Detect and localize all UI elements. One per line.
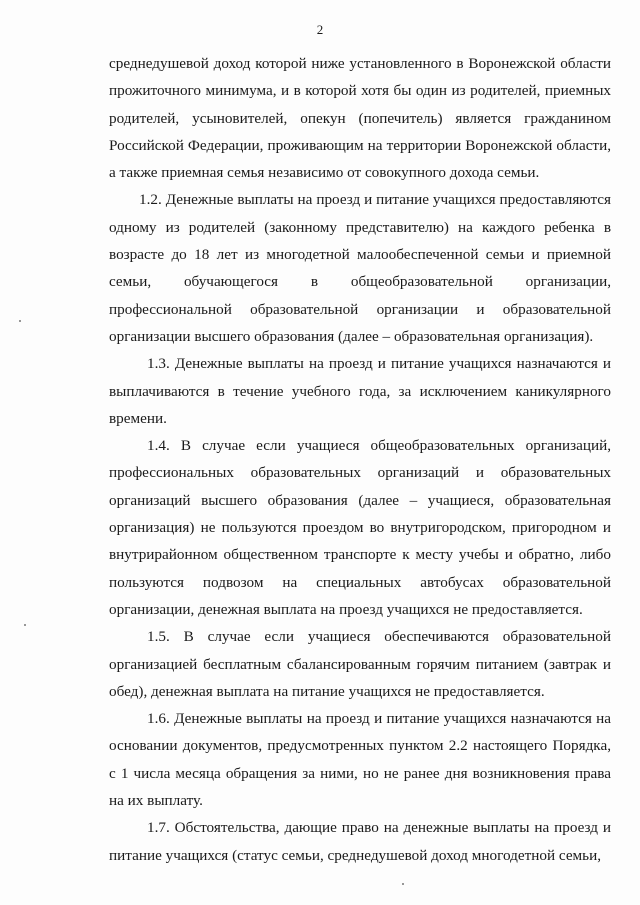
page-number: 2 [316, 22, 324, 37]
paragraph-1-7: 1.7. Обстоятельства, дающие право на денежные выплаты на проезд и питание учащихся (статус семьи, среднедушевой доход многодетной семьи, [109, 819, 611, 864]
paragraph-1-3: 1.3. Денежные выплаты на проезд и питание учащихся назначаются и выплачиваются в течение учебного года, за исключением каникулярного времени. [109, 355, 611, 427]
paragraph-continuation: среднедушевой доход которой ниже установленного в Воронежской области прожиточного минимума, и в которой хотя бы один из родителей, приемных родителей, усыновителей, опекун (попечитель) является гражданином Российской Федерации, проживающим на территории Воронежской области, а также приемная семья независимо от совокупного дохода семьи. [109, 55, 611, 182]
scan-speck [402, 883, 404, 885]
scan-speck [19, 320, 21, 322]
paragraph-1-5: 1.5. В случае если учащиеся обеспечиваются образовательной организацией бесплатным сбалансированным горячим питанием (завтрак и обед), денежная выплата на питание учащихся не предоставляется. [109, 628, 611, 700]
paragraph-1-4: 1.4. В случае если учащиеся общеобразовательных организаций, профессиональных образовательных организаций и образовательных организаций высшего образования (далее – учащиеся, образовательная организация) не пользуются проездом во внутригородском, пригородном и внутрирайонном общественном транспорте к месту учебы и обратно, либо пользуются подвозом на специальных автобусах образовательной организации, денежная выплата на проезд учащихся не предоставляется. [109, 437, 611, 618]
document-body [109, 50, 611, 869]
scan-speck [24, 624, 26, 626]
paragraph-1-6: 1.6. Денежные выплаты на проезд и питание учащихся назначаются на основании документов, предусмотренных пунктом 2.2 настоящего Порядка, с 1 числа месяца обращения за ними, но не ранее дня возникновения права на их выплату. [109, 710, 611, 810]
paragraph-1-2: 1.2. Денежные выплаты на проезд и питание учащихся предоставляются одному из родителей (законному представителю) на каждого ребенка в возрасте до 18 лет из многодетной малообеспеченной семьи и приемной семьи, обучающегося в общеобразовательной организации, профессиональной образовательной организации и образовательной организации высшего образования (далее – образовательная организация). [109, 191, 611, 345]
